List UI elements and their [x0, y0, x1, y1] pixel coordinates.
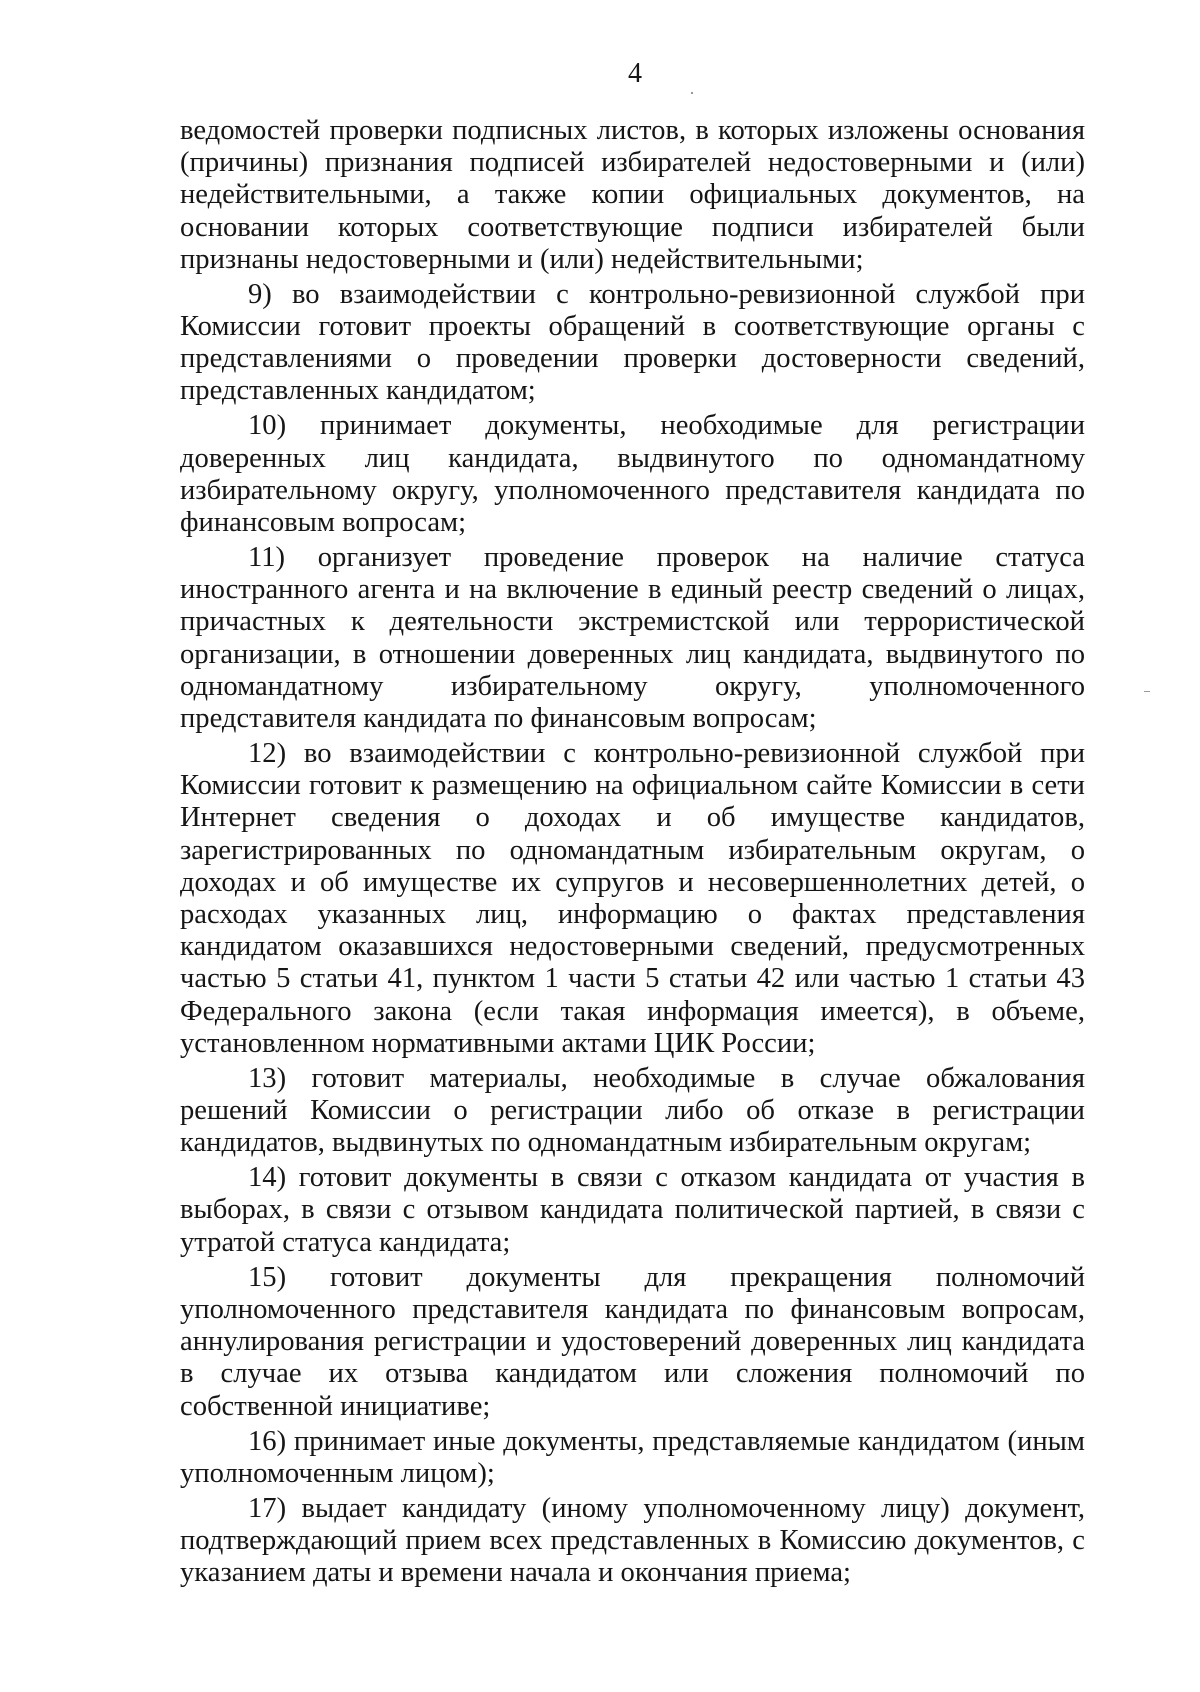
- paragraph-item-17: 17) выдает кандидату (иному уполномоченному лицу) документ, подтверждающий прием всех представленных в Комиссию документов, с указанием даты и времени начала и окончания приема;: [180, 1492, 1085, 1589]
- paragraph-item-9: 9) во взаимодействии с контрольно-ревизионной службой при Комиссии готовит проекты обращений в соответствующие органы с представлениями о проведении проверки достоверности сведений, представленных кандидатом;: [180, 278, 1085, 407]
- paragraph-item-13: 13) готовит материалы, необходимые в случае обжалования решений Комиссии о регистрации либо об отказе в регистрации кандидатов, выдвинутых по одномандатным избирательным округам;: [180, 1062, 1085, 1159]
- paragraph-item-15: 15) готовит документы для прекращения полномочий уполномоченного представителя кандидата по финансовым вопросам, аннулирования регистрации и удостоверений доверенных лиц кандидата в случае их отзыва кандидатом или сложения полномочий по собственной инициативе;: [180, 1261, 1085, 1422]
- paragraph-item-14: 14) готовит документы в связи с отказом кандидата от участия в выборах, в связи с отзывом кандидата политической партией, в связи с утратой статуса кандидата;: [180, 1162, 1085, 1258]
- document-body: [180, 115, 1085, 1592]
- margin-mark: [1144, 691, 1150, 692]
- paragraph-item-12: 12) во взаимодействии с контрольно-ревизионной службой при Комиссии готовит к размещению на официальном сайте Комиссии в сети Интернет сведения о доходах и об имуществе кандидатов, зарегистрированных по одномандатным избирательным округам, о доходах и об имуществе их супругов и несовершеннолетних детей, о расходах указанных лиц, информацию о фактах представления кандидатом оказавшихся недостоверными сведений, предусмотренных частью 5 статьи 41, пунктом 1 части 5 статьи 42 или частью 1 статьи 43 Федерального закона (если такая информация имеется), в объеме, установленном нормативными актами ЦИК России;: [180, 738, 1085, 1059]
- paragraph-item-10: 10) принимает документы, необходимые для регистрации доверенных лиц кандидата, выдвинутого по одномандатному избирательному округу, уполномоченного представителя кандидата по финансовым вопросам;: [180, 410, 1085, 539]
- page-number: 4: [628, 58, 642, 89]
- paragraph-continuation: ведомостей проверки подписных листов, в которых изложены основания (причины) признания подписей избирателей недостоверными и (или) недействительными, а также копии официальных документов, на основании которых соответствующие подписи избирателей были признаны недостоверными и (или) недействительными;: [180, 115, 1085, 275]
- scan-speck: [691, 92, 693, 94]
- paragraph-item-11: 11) организует проведение проверок на наличие статуса иностранного агента и на включение в единый реестр сведений о лицах, причастных к деятельности экстремистской или террористической организации, в отношении доверенных лиц кандидата, выдвинутого по одномандатному избирательному округу, уполномоченного представителя кандидата по финансовым вопросам;: [180, 542, 1085, 735]
- paragraph-item-16: 16) принимает иные документы, представляемые кандидатом (иным уполномоченным лицом);: [180, 1425, 1085, 1489]
